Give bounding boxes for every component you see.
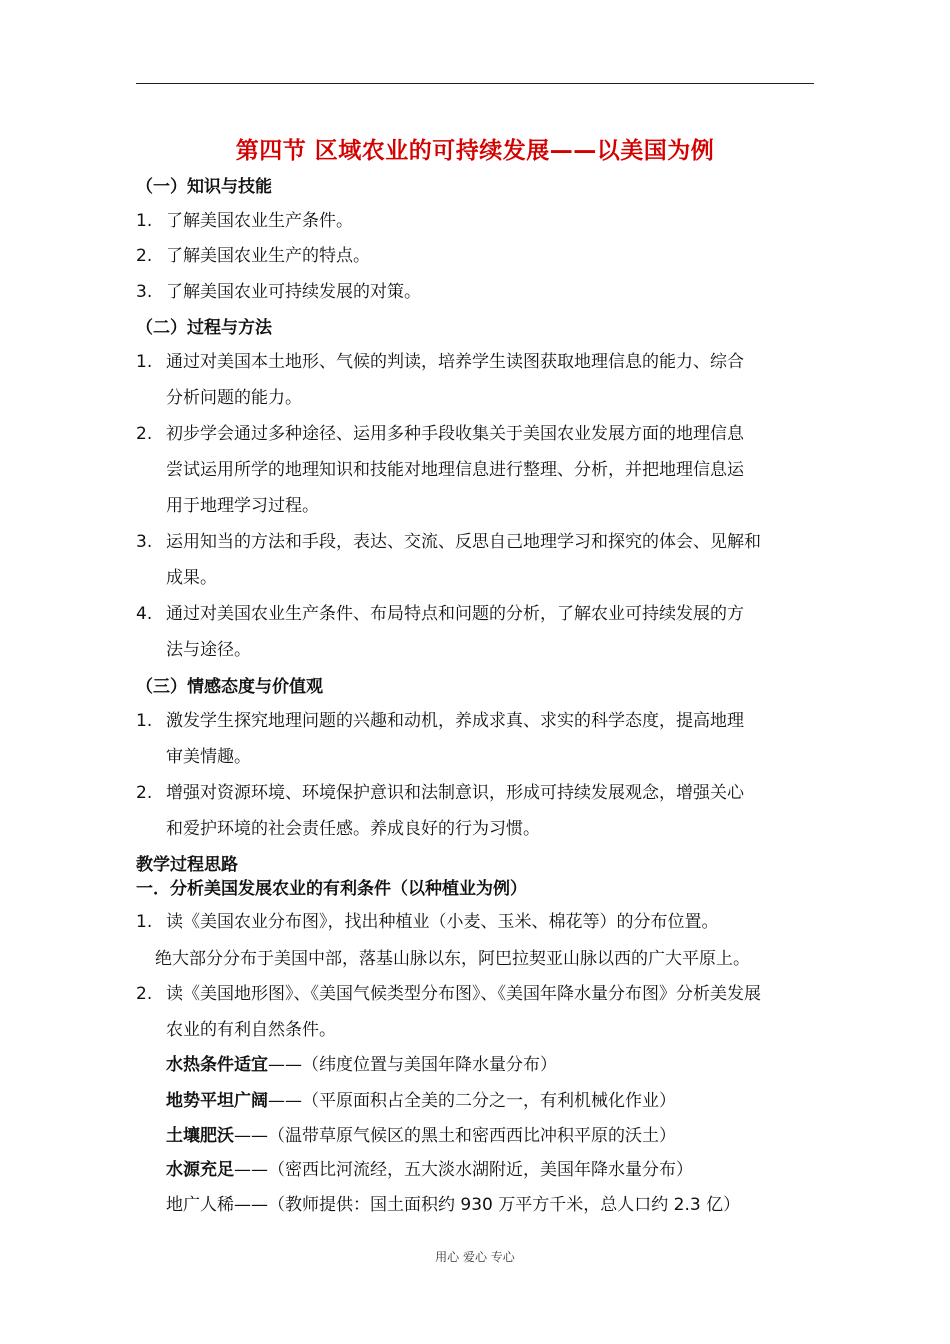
condition-label: 地势平坦广阔 [166, 1091, 268, 1111]
item-text: 通过对美国农业生产条件、布局特点和问题的分析，了解农业可持续发展的方 [166, 604, 744, 624]
list-item [136, 351, 744, 373]
page-footer: 用心 爱心 专心 [435, 1250, 515, 1264]
condition-text: ——（密西比河流经，五大淡水湖附近，美国年降水量分布） [234, 1160, 693, 1180]
part-heading: 一．分析美国发展农业的有利条件（以种植业为例） [136, 879, 527, 899]
condition-label: 水源充足 [166, 1160, 234, 1180]
header-rule [136, 83, 814, 84]
item-number: 2. [136, 246, 153, 266]
condition-label: 土壤肥沃 [166, 1126, 234, 1146]
item-text: 了解美国农业生产条件。 [166, 211, 353, 231]
item-continuation: 成果。 [166, 568, 217, 588]
item-text: 通过对美国本土地形、气候的判读，培养学生读图获取地理信息的能力、综合 [166, 352, 744, 372]
item-continuation: 法与途径。 [166, 640, 251, 660]
list-item [136, 710, 744, 732]
item-number: 2. [136, 783, 153, 803]
condition-line [166, 1194, 740, 1216]
item-number: 1. [136, 352, 153, 372]
list-item [136, 245, 370, 267]
item-text: 运用知当的方法和手段，表达、交流、反思自己地理学习和探究的体会、见解和 [166, 532, 761, 552]
answer-text: 绝大部分分布于美国中部，落基山脉以东，阿巴拉契亚山脉以西的广大平原上。 [155, 949, 750, 969]
list-item [136, 281, 421, 303]
list-item [136, 531, 761, 553]
condition-text: ——（平原面积占全美的二分之一，有利机械化作业） [268, 1091, 676, 1111]
item-text: 了解美国农业可持续发展的对策。 [166, 282, 421, 302]
item-continuation: 和爱护环境的社会责任感。养成良好的行为习惯。 [166, 819, 540, 839]
item-continuation: 尝试运用所学的地理知识和技能对地理信息进行整理、分析，并把地理信息运 [166, 460, 744, 480]
condition-label: 地广人稀 [166, 1195, 234, 1215]
list-item [136, 423, 744, 445]
item-number: 4. [136, 604, 153, 624]
condition-line [166, 1054, 557, 1076]
item-continuation: 农业的有利自然条件。 [166, 1020, 336, 1040]
item-number: 2. [136, 984, 153, 1004]
item-text: 读《美国地形图》、《美国气候类型分布图》、《美国年降水量分布图》分析美发展 [166, 984, 761, 1004]
list-item [136, 983, 761, 1005]
item-number: 1. [136, 211, 153, 231]
section-heading-teaching-process: 教学过程思路 [136, 855, 238, 875]
condition-text: ——（温带草原气候区的黑土和密西西比冲积平原的沃土） [234, 1126, 676, 1146]
condition-label: 水热条件适宜 [166, 1055, 268, 1075]
section-heading-attitude: （三）情感态度与价值观 [136, 677, 323, 697]
item-number: 3. [136, 282, 153, 302]
condition-text: ——（教师提供：国土面积约 930 万平方千米，总人口约 2.3 亿） [234, 1195, 741, 1215]
item-number: 1. [136, 711, 153, 731]
item-continuation: 分析问题的能力。 [166, 388, 302, 408]
item-text: 初步学会通过多种途径、运用多种手段收集关于美国农业发展方面的地理信息 [166, 424, 744, 444]
list-item [136, 911, 719, 933]
list-item [136, 782, 744, 804]
item-number: 2. [136, 424, 153, 444]
list-item [136, 603, 744, 625]
item-text: 激发学生探究地理问题的兴趣和动机，养成求真、求实的科学态度，提高地理 [166, 711, 744, 731]
condition-line [166, 1159, 693, 1181]
page-title: 第四节 区域农业的可持续发展——以美国为例 [235, 138, 715, 164]
section-heading-process: （二）过程与方法 [136, 318, 272, 338]
item-number: 1. [136, 912, 153, 932]
section-heading-knowledge: （一）知识与技能 [136, 177, 272, 197]
list-item [136, 210, 353, 232]
item-text: 了解美国农业生产的特点。 [166, 246, 370, 266]
item-number: 3. [136, 532, 153, 552]
item-text: 读《美国农业分布图》，找出种植业（小麦、玉米、棉花等）的分布位置。 [166, 912, 719, 932]
item-text: 增强对资源环境、环境保护意识和法制意识，形成可持续发展观念，增强关心 [166, 783, 744, 803]
item-continuation: 审美情趣。 [166, 747, 251, 767]
condition-line [166, 1090, 676, 1112]
item-continuation: 用于地理学习过程。 [166, 496, 319, 516]
condition-line [166, 1125, 676, 1147]
condition-text: ——（纬度位置与美国年降水量分布） [268, 1055, 557, 1075]
